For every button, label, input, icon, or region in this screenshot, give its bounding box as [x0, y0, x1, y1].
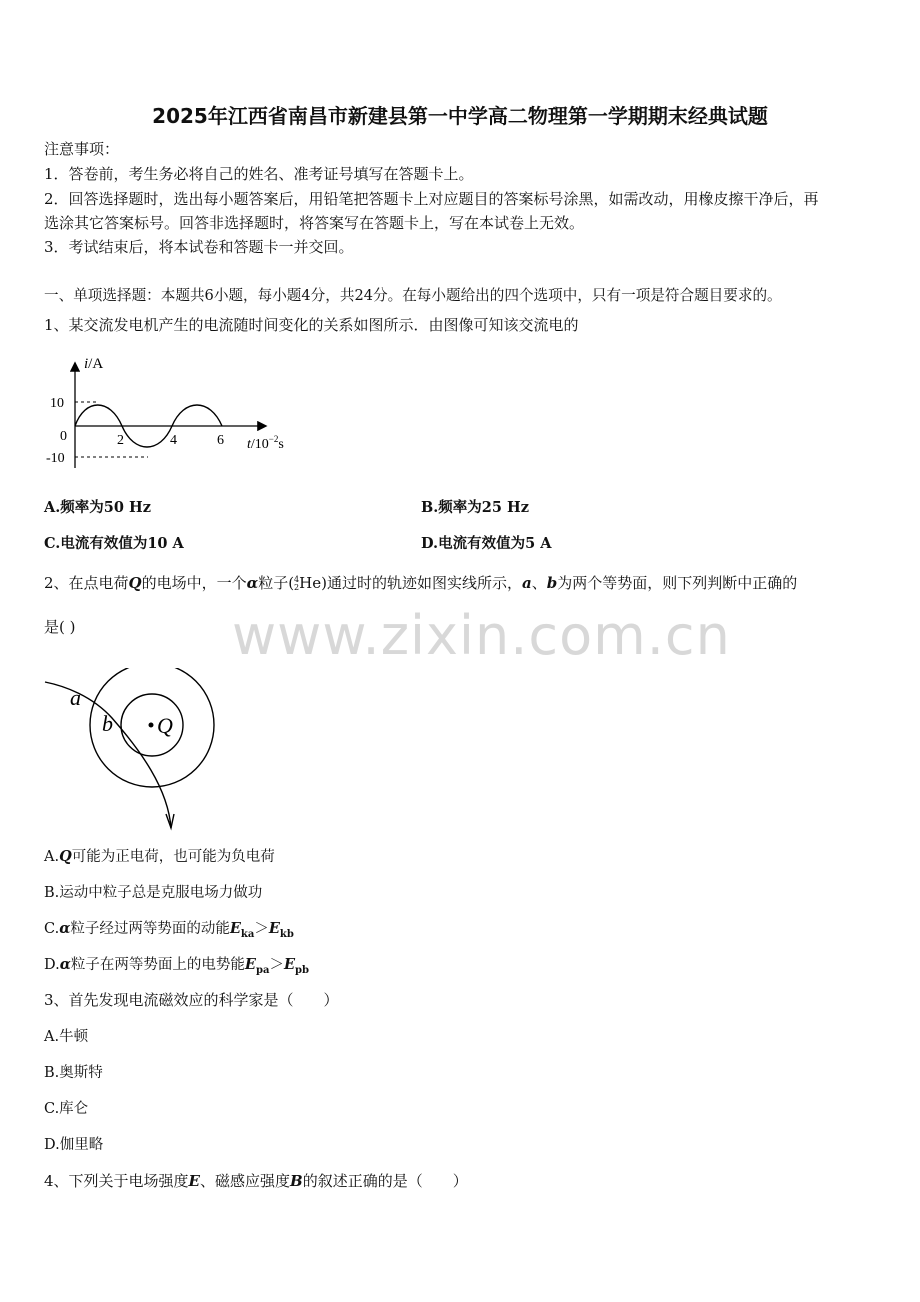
q2-option-b[interactable]: B.运动中粒子总是克服电场力做功 — [44, 885, 263, 901]
section-heading: 一、单项选择题：本题共6小题，每小题4分，共24分。在每小题给出的四个选项中，只有一项是符合题目要求的。 — [44, 287, 782, 304]
q2-field-diagram — [40, 668, 240, 832]
q3-stem: 3、首先发现电流磁效应的科学家是（ ） — [44, 991, 339, 1009]
q2-option-a[interactable]: A.Q可能为正电荷，也可能为负电荷 — [44, 848, 275, 865]
q1-stem: 1、某交流发电机产生的电流随时间变化的关系如图所示．由图像可知该交流电的 — [44, 316, 579, 334]
q1-option-d[interactable]: D.电流有效值为5 A — [421, 535, 552, 552]
label-q: Q — [157, 713, 173, 738]
notice-item-3: 3．考试结束后，将本试卷和答题卡一并交回。 — [44, 238, 354, 256]
charge-q-dot — [149, 723, 154, 728]
q4-stem: 4、下列关于电场强度E、磁感应强度B的叙述正确的是（ ） — [44, 1172, 468, 1190]
q2-option-c[interactable]: C.α粒子经过两等势面的动能$E_{ka}>E_{kb}$ — [44, 920, 294, 940]
q1-option-c[interactable]: C.电流有效值为10 A — [44, 535, 184, 552]
y-axis-label: i/A — [84, 356, 104, 372]
label-b: b — [102, 711, 113, 736]
notice-item-2-cont: 选涂其它答案标号。回答非选择题时，将答案写在答题卡上，写在本试卷上无效。 — [44, 214, 585, 232]
q2-stem: 2、在点电荷Q的电场中，一个α粒子(4 2He)通过时的轨迹如图实线所示，a、b为两个等势面，则下列判断中正确的 — [44, 574, 798, 592]
tick-x-2: 2 — [117, 433, 124, 448]
tick-y-neg10: -10 — [46, 451, 65, 466]
x-axis-label: $t/10^{-2}s$ — [247, 434, 284, 452]
q1-option-a[interactable]: A.频率为50 Hz — [44, 499, 151, 516]
tick-x-4: 4 — [170, 433, 177, 448]
trajectory — [45, 682, 171, 828]
label-a: a — [70, 685, 81, 710]
q3-option-c[interactable]: C.库仑 — [44, 1101, 89, 1117]
q2-stem-line2: 是( ) — [44, 618, 76, 636]
watermark: www.zixin.com.cn — [232, 604, 731, 667]
q3-option-b[interactable]: B.奥斯特 — [44, 1065, 103, 1081]
q3-option-d[interactable]: D.伽里略 — [44, 1137, 104, 1153]
q1-current-graph — [40, 348, 310, 472]
tick-x-6: 6 — [217, 433, 224, 448]
q2-option-d[interactable]: D.α粒子在两等势面上的电势能$E_{pa}>E_{pb}$ — [44, 956, 309, 976]
q3-option-a[interactable]: A.牛顿 — [44, 1029, 89, 1045]
tick-y-0: 0 — [60, 429, 67, 444]
q1-option-b[interactable]: B.频率为25 Hz — [421, 499, 529, 516]
notice-item-1: 1．答卷前，考生务必将自己的姓名、准考证号填写在答题卡上。 — [44, 165, 474, 183]
tick-y-10: 10 — [50, 396, 64, 411]
notice-heading: 注意事项： — [44, 140, 120, 158]
notice-item-2: 2．回答选择题时，选出每小题答案后，用铅笔把答题卡上对应题目的答案标号涂黑，如需改动，用橡皮擦干净后，再 — [44, 190, 819, 208]
page-title: 2025年江西省南昌市新建县第一中学高二物理第一学期期末经典试题 — [152, 104, 768, 128]
